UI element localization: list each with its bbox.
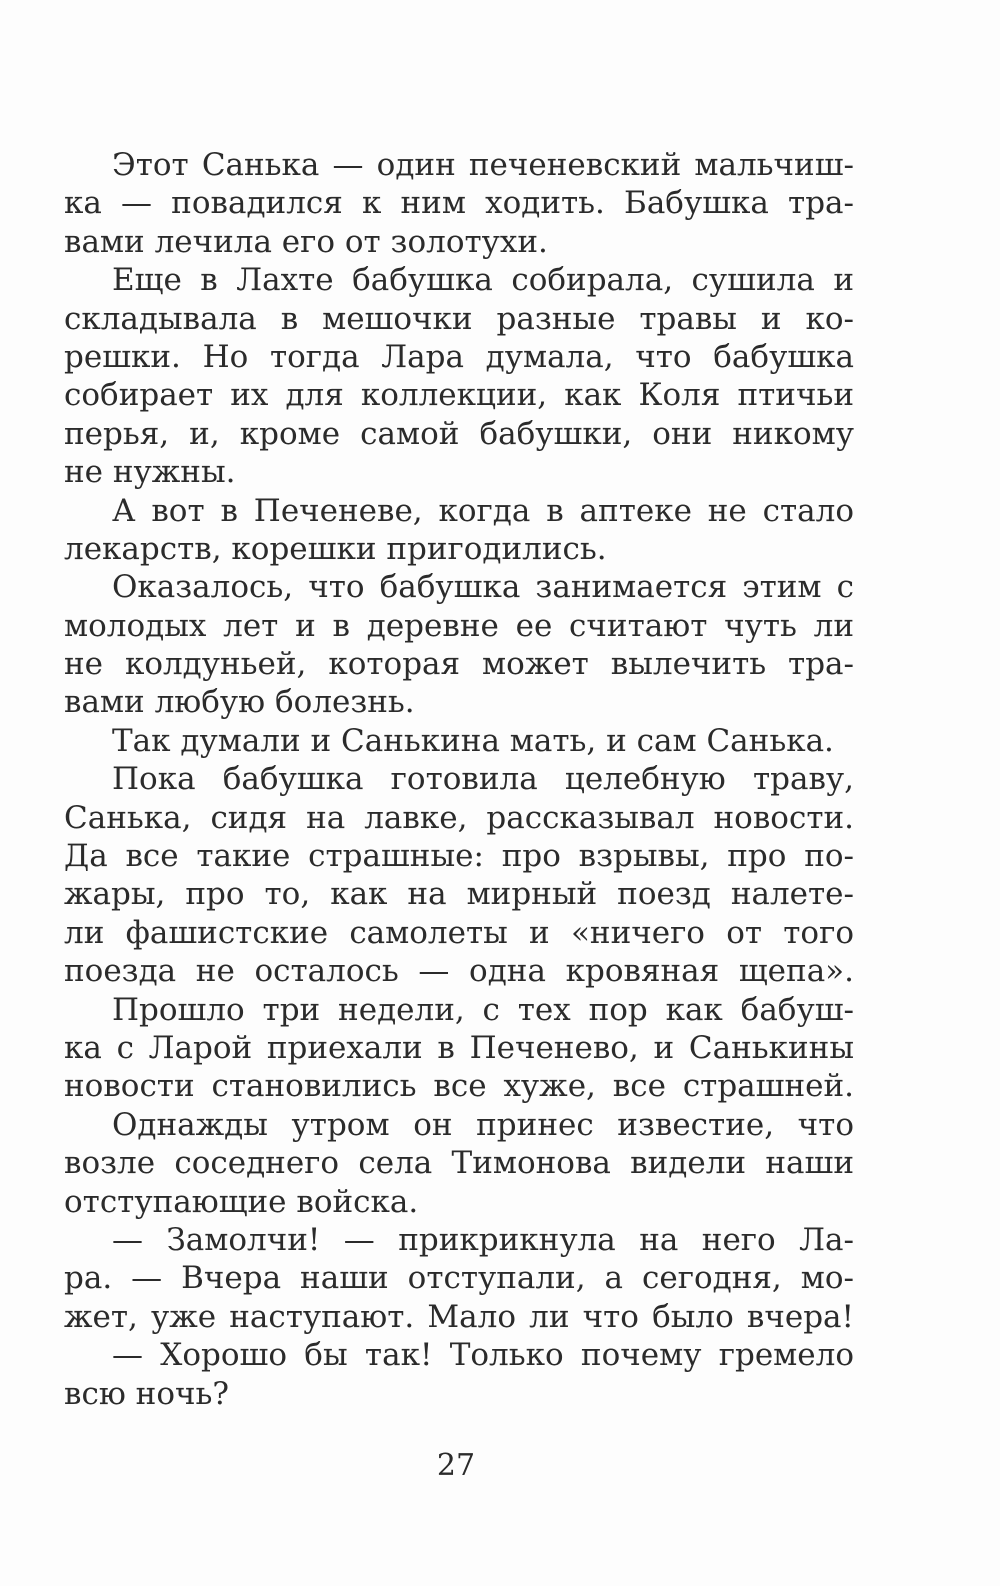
text-line: Да все такие страшные: про взрывы, про по- (64, 838, 854, 875)
text-line: не нужны. (64, 454, 236, 491)
text-line: жары, про то, как на мирный поезд налете- (64, 876, 854, 913)
text-line: не колдуньей, которая может вылечить тра- (64, 646, 854, 683)
text-line: Пока бабушка готовила целебную траву, (112, 761, 854, 798)
paragraph (64, 1106, 854, 1221)
text-line: вами любую болезнь. (64, 684, 415, 721)
paragraph (64, 722, 854, 760)
text-line: жет, уже наступают. Мало ли что было вчера! (64, 1298, 854, 1335)
text-line: молодых лет и в деревне ее считают чуть ли (64, 607, 854, 644)
body-text (64, 146, 854, 1413)
text-line: Оказалось, что бабушка занимается этим с (112, 569, 854, 606)
text-line: собирает их для коллекции, как Коля птичьи (64, 377, 854, 414)
text-line: лекарств, корешки пригодились. (64, 530, 607, 567)
text-line: новости становились все хуже, все страшней. (64, 1068, 854, 1105)
text-line: Прошло три недели, с тех пор как бабуш- (112, 991, 854, 1028)
text-line: вами лечила его от золотухи. (64, 223, 548, 260)
paragraph (64, 261, 854, 491)
paragraph (64, 760, 854, 990)
text-line: ра. — Вчера наши отступали, а сегодня, мо- (64, 1260, 854, 1297)
paragraph (64, 146, 854, 261)
paragraph (64, 1221, 854, 1336)
text-line: Однажды утром он принес известие, что (112, 1106, 854, 1143)
paragraph (64, 492, 854, 569)
text-line: Санька, сидя на лавке, рассказывал новости. (64, 799, 854, 836)
text-line: А вот в Печеневе, когда в аптеке не стало (112, 492, 854, 529)
text-line: Еще в Лахте бабушка собирала, сушила и (112, 262, 854, 299)
text-line: складывала в мешочки разные травы и ко- (64, 300, 854, 337)
text-line: ка с Ларой приехали в Печенево, и Санькины (64, 1029, 854, 1066)
text-line: перья, и, кроме самой бабушки, они никому (64, 415, 854, 452)
text-line: — Замолчи! — прикрикнула на него Ла- (112, 1221, 854, 1258)
text-line: решки. Но тогда Лара думала, что бабушка (64, 338, 854, 375)
paragraph (64, 991, 854, 1106)
text-line: ли фашистские самолеты и «ничего от того (64, 914, 854, 951)
paragraph (64, 568, 854, 722)
text-line: Этот Санька — один печеневский мальчиш- (112, 147, 854, 183)
text-line: отступающие войска. (64, 1183, 419, 1220)
text-line: всю ночь? (64, 1375, 229, 1412)
text-line: возле соседнего села Тимонова видели наши (64, 1145, 854, 1182)
text-line: ка — повадился к ним ходить. Бабушка тра- (64, 185, 854, 222)
text-line: Так думали и Санькина мать, и сам Санька. (112, 722, 834, 759)
page-number: 27 (436, 1448, 476, 1483)
text-line: — Хорошо бы так! Только почему гремело (112, 1337, 854, 1374)
paragraph (64, 1336, 854, 1413)
text-line: поезда не осталось — одна кровяная щепа». (64, 953, 854, 990)
